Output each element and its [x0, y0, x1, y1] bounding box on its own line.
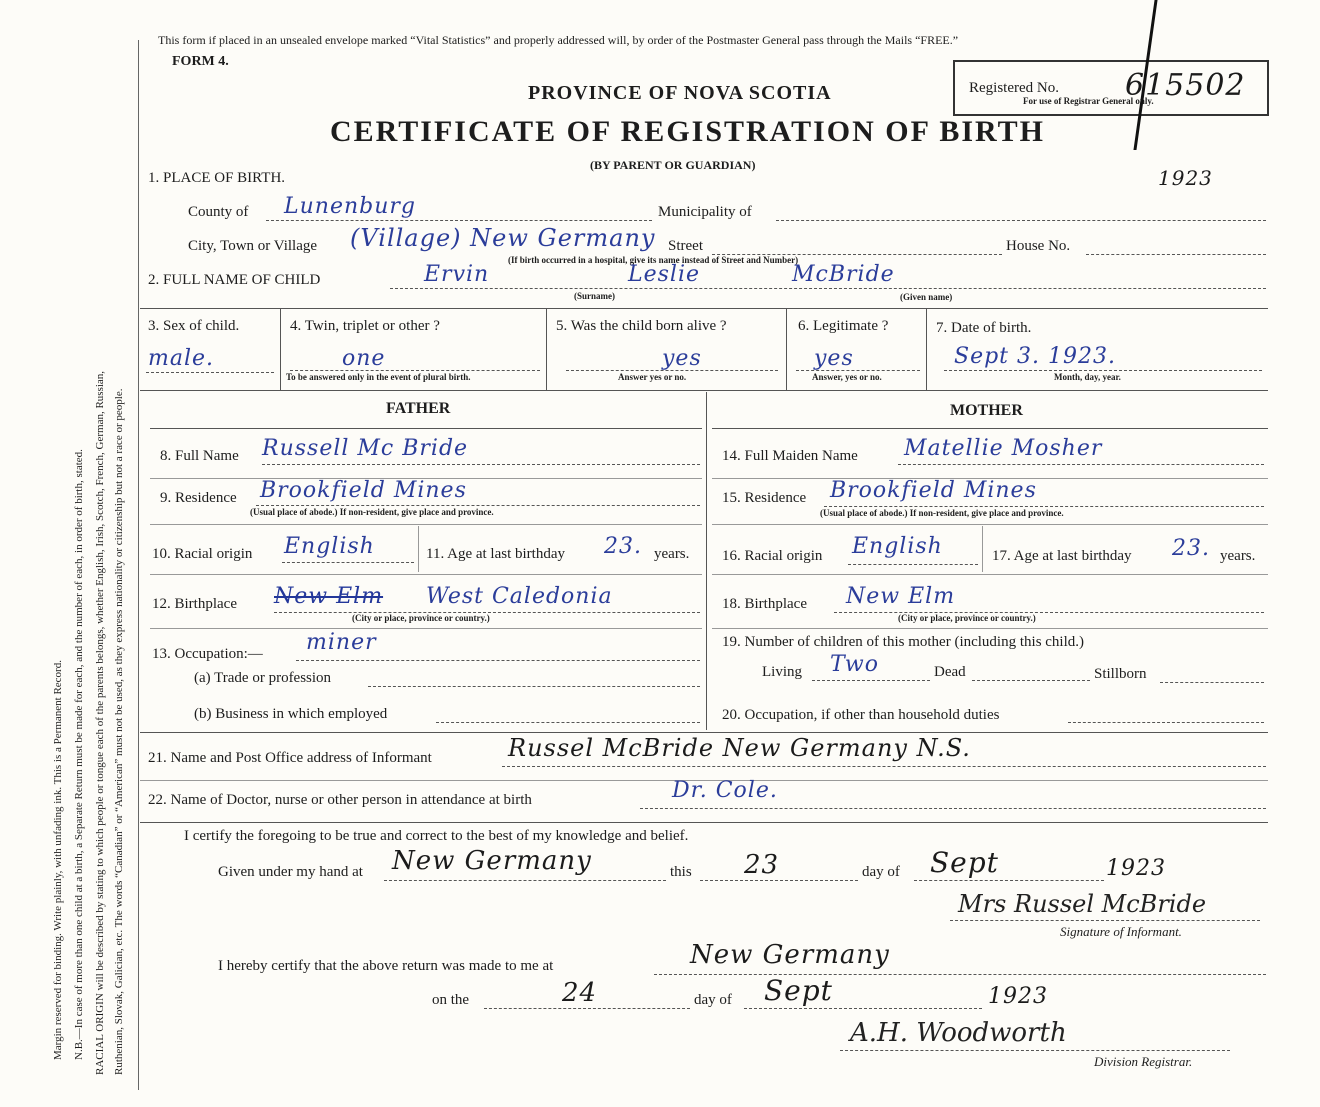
- parents-bottom-rule: [140, 732, 1268, 733]
- mother-race-label: 16. Racial origin: [722, 548, 823, 564]
- mother-res-label: 15. Residence: [722, 490, 807, 506]
- father-res-value: Brookfield Mines: [260, 478, 467, 503]
- father-occ-value: miner: [306, 630, 377, 655]
- return-month-line: [744, 1008, 982, 1009]
- informant-label: 21. Name and Post Office address of Informant: [148, 750, 432, 766]
- parents-divider: [706, 392, 707, 730]
- registrar-signature: A.H. Woodworth: [850, 1018, 1067, 1048]
- father-row-rule-2: [150, 524, 702, 525]
- mother-occ-label: 20. Occupation, if other than household duties: [722, 707, 1000, 723]
- return-day-of: day of: [694, 992, 732, 1008]
- mother-heading: MOTHER: [950, 402, 1023, 419]
- margin-note-3: RACIAL ORIGIN will be described by stating to which people or tongue each of the parents belongs, whether English, Irish, Scotch, French, German, Russian,: [94, 370, 106, 1075]
- child-given-1: Ervin: [424, 262, 490, 287]
- mother-children-label: 19. Number of children of this mother (including this child.): [722, 634, 1085, 650]
- given-place: New Germany: [392, 846, 592, 876]
- father-birth-label: 12. Birthplace: [152, 596, 237, 612]
- mother-birth-value: New Elm: [846, 584, 956, 609]
- mother-dead-line: [972, 680, 1090, 681]
- informant-signature-line: [950, 920, 1260, 921]
- mother-name-label: 14. Full Maiden Name: [722, 448, 858, 464]
- father-age-value: 23.: [604, 534, 642, 559]
- mother-years: years.: [1220, 548, 1256, 564]
- given-month-line: [914, 880, 1104, 881]
- return-place-line: [654, 974, 1266, 975]
- city-value: (Village) New Germany: [350, 224, 656, 252]
- place-of-birth-label: 1. PLACE OF BIRTH.: [148, 170, 286, 186]
- mother-birth-note: (City or place, province or country.): [898, 613, 1036, 623]
- sex-line: [146, 372, 274, 373]
- father-business-label: (b) Business in which employed: [194, 706, 388, 722]
- sex-value: male.: [148, 346, 215, 371]
- grid-divider-1: [280, 308, 281, 390]
- child-name-label: 2. FULL NAME OF CHILD: [148, 272, 321, 288]
- father-row-rule-4: [150, 628, 702, 629]
- dob-line: [944, 370, 1262, 371]
- father-race-label: 10. Racial origin: [152, 546, 253, 562]
- mother-race-value: English: [852, 534, 943, 559]
- mother-race-line: [848, 564, 978, 565]
- return-label: I hereby certify that the above return was made to me at: [218, 958, 554, 974]
- mother-name-line: [898, 464, 1264, 465]
- given-label: Given under my hand at: [218, 864, 363, 880]
- mother-row-rule-3: [712, 574, 1268, 575]
- margin-note-4: Ruthenian, Slovak, Galician, etc. The words “Canadian” or “American” must not be used, as they express nationality or citizenship but not a race or people.: [113, 388, 125, 1075]
- house-line: [1086, 254, 1266, 255]
- dob-label: 7. Date of birth.: [936, 320, 1032, 336]
- registered-number: 615502: [1125, 68, 1246, 103]
- informant-value: Russel McBride New Germany N.S.: [508, 734, 971, 762]
- certify-statement: I certify the foregoing to be true and correct to the best of my knowledge and belief.: [184, 828, 689, 844]
- father-trade-label: (a) Trade or profession: [194, 670, 332, 686]
- mother-dead-label: Dead: [934, 664, 966, 680]
- margin-note-2: N.B.—In case of more than one child at a birth, a Separate Return must be made for each, and the number of each, in order of birth, stated.: [73, 449, 85, 1060]
- father-birth-struck: New Elm: [274, 584, 384, 609]
- given-caption: (Given name): [900, 292, 953, 302]
- informant-signature: Mrs Russel McBride: [958, 890, 1207, 918]
- father-occ-line: [296, 660, 700, 661]
- alive-note: Answer yes or no.: [618, 372, 687, 382]
- form-number: FORM 4.: [172, 54, 229, 69]
- given-month: Sept: [930, 846, 999, 879]
- return-year: 1923: [988, 984, 1048, 1009]
- municipality-line: [776, 220, 1266, 221]
- dob-note: Month, day, year.: [1054, 372, 1121, 382]
- mother-row-rule-4: [712, 628, 1268, 629]
- registrar-note: For use of Registrar General only.: [1023, 96, 1154, 106]
- informant-caption: Signature of Informant.: [1060, 924, 1182, 939]
- alive-label: 5. Was the child born alive ?: [556, 318, 727, 334]
- sex-label: 3. Sex of child.: [148, 318, 240, 334]
- father-row-rule-3: [150, 574, 702, 575]
- child-given-2: Leslie: [628, 262, 701, 287]
- year-mark: 1923: [1158, 166, 1213, 190]
- doctor-rule: [140, 822, 1268, 823]
- father-name-value: Russell Mc Bride: [262, 436, 469, 461]
- surname-caption: (Surname): [574, 291, 615, 301]
- county-label: County of: [188, 204, 249, 220]
- county-value: Lunenburg: [284, 194, 416, 219]
- return-day: 24: [562, 978, 598, 1008]
- legit-label: 6. Legitimate ?: [798, 318, 889, 334]
- mother-age-value: 23.: [1172, 536, 1210, 561]
- mother-heading-rule: [712, 428, 1268, 429]
- father-res-label: 9. Residence: [160, 490, 237, 506]
- alive-value: yes: [662, 346, 702, 371]
- grid-divider-3: [786, 308, 787, 390]
- doctor-value: Dr. Cole.: [672, 778, 778, 803]
- return-day-line: [484, 1008, 690, 1009]
- father-name-line: [262, 464, 700, 465]
- child-surname: McBride: [792, 262, 895, 287]
- doctor-line: [640, 808, 1266, 809]
- mother-row-rule-2: [712, 524, 1268, 525]
- father-race-value: English: [284, 534, 375, 559]
- legit-note: Answer, yes or no.: [812, 372, 882, 382]
- mother-birth-label: 18. Birthplace: [722, 596, 807, 612]
- hospital-note: (If birth occurred in a hospital, give its name instead of Street and Number): [508, 255, 799, 265]
- twin-label: 4. Twin, triplet or other ?: [290, 318, 440, 334]
- father-business-line: [436, 722, 700, 723]
- twin-value: one: [342, 346, 386, 371]
- dob-value: Sept 3. 1923.: [954, 344, 1116, 369]
- father-res-line: [256, 505, 700, 506]
- mother-occ-line: [1068, 722, 1264, 723]
- on-the-label: on the: [432, 992, 470, 1008]
- house-label: House No.: [1006, 238, 1071, 254]
- margin-rule: [138, 40, 139, 1090]
- informant-line: [502, 766, 1266, 767]
- mother-living-line: [812, 680, 930, 681]
- margin-note-1: Margin reserved for binding. Write plainly, with unfading ink. This is a Permanent Record.: [52, 660, 64, 1060]
- father-birth-note: (City or place, province or country.): [352, 613, 490, 623]
- row-top-rule: [140, 308, 1268, 309]
- given-day-line: [700, 880, 858, 881]
- registrar-signature-line: [840, 1050, 1230, 1051]
- certificate-title: CERTIFICATE OF REGISTRATION OF BIRTH: [330, 115, 1045, 148]
- registered-label: Registered No.: [969, 80, 1059, 96]
- given-place-line: [384, 880, 666, 881]
- certificate-subtitle: (BY PARENT OR GUARDIAN): [590, 158, 756, 172]
- mother-stillborn-label: Stillborn: [1094, 666, 1147, 682]
- legit-line: [796, 370, 920, 371]
- mother-res-value: Brookfield Mines: [830, 478, 1037, 503]
- twin-note: To be answered only in the event of plural birth.: [286, 372, 471, 382]
- grid-divider-2: [546, 308, 547, 390]
- municipality-label: Municipality of: [658, 204, 752, 220]
- mother-stillborn-line: [1160, 682, 1264, 683]
- county-line: [266, 220, 652, 221]
- father-trade-line: [368, 686, 700, 687]
- row-bottom-rule: [140, 390, 1268, 391]
- given-year: 1923: [1106, 856, 1166, 881]
- father-race-divider: [418, 526, 419, 572]
- mother-res-note: (Usual place of abode.) If non-resident, give place and province.: [820, 508, 1064, 518]
- this-label: this: [670, 864, 692, 880]
- city-label: City, Town or Village: [188, 238, 318, 254]
- return-place: New Germany: [690, 940, 890, 970]
- mother-name-value: Matellie Mosher: [904, 436, 1103, 461]
- mother-res-line: [824, 506, 1264, 507]
- mother-race-divider: [982, 526, 983, 572]
- father-race-line: [282, 562, 414, 563]
- father-occ-label: 13. Occupation:—: [152, 646, 263, 662]
- father-years: years.: [654, 546, 690, 562]
- alive-line: [566, 370, 778, 371]
- father-res-note: (Usual place of abode.) If non-resident, give place and province.: [250, 507, 494, 517]
- registrar-caption: Division Registrar.: [1094, 1054, 1193, 1069]
- mother-living-value: Two: [830, 652, 879, 677]
- father-birth-value: West Caledonia: [426, 584, 613, 609]
- street-label: Street: [668, 238, 703, 254]
- twin-line: [290, 370, 540, 371]
- postal-notice: This form if placed in an unsealed envelope marked “Vital Statistics” and properly addressed will, by order of the Postmaster General pass through the Mails “FREE.”: [158, 33, 959, 47]
- mother-age-label: 17. Age at last birthday: [992, 548, 1132, 564]
- return-month: Sept: [764, 974, 833, 1007]
- given-day: 23: [744, 850, 780, 880]
- grid-divider-4: [926, 308, 927, 390]
- father-heading-rule: [150, 428, 702, 429]
- province-title: PROVINCE OF NOVA SCOTIA: [528, 82, 832, 104]
- doctor-label: 22. Name of Doctor, nurse or other person in attendance at birth: [148, 792, 532, 808]
- mother-living-label: Living: [762, 664, 802, 680]
- child-name-line: [390, 288, 1266, 289]
- legit-value: yes: [814, 346, 854, 371]
- father-age-label: 11. Age at last birthday: [426, 546, 565, 562]
- father-name-label: 8. Full Name: [160, 448, 239, 464]
- given-day-of: day of: [862, 864, 900, 880]
- father-heading: FATHER: [386, 400, 451, 417]
